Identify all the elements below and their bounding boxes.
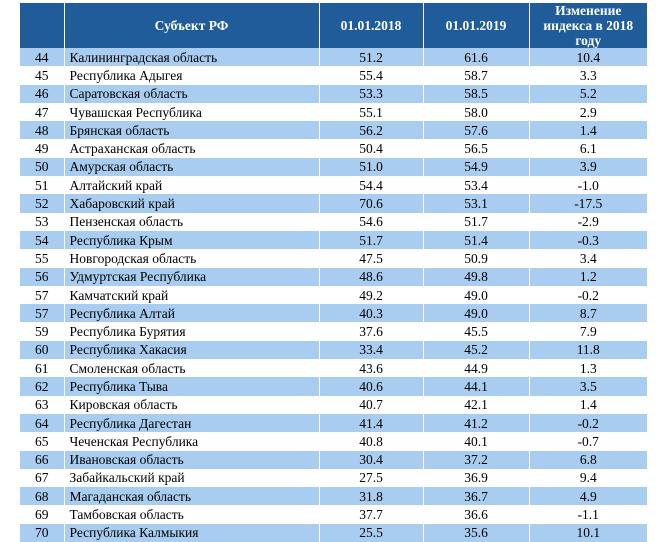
index-change-cell: 1.2	[529, 268, 647, 286]
index-change-cell: -1.0	[529, 176, 647, 194]
table-row	[20, 194, 647, 212]
rank-cell: 50	[20, 158, 64, 176]
table-row	[20, 176, 647, 194]
table-row	[20, 158, 647, 176]
region-name-cell: Хабаровский край	[64, 194, 319, 212]
index-2019-cell: 61.6	[423, 48, 529, 66]
index-2018-cell: 53.3	[319, 85, 423, 103]
table-row	[20, 432, 647, 450]
index-2019-cell: 57.6	[423, 121, 529, 139]
table-header-row	[20, 3, 647, 48]
table-row	[20, 304, 647, 322]
index-2018-cell: 47.5	[319, 249, 423, 267]
rank-cell: 53	[20, 213, 64, 231]
table-row	[20, 85, 647, 103]
rank-cell: 70	[20, 524, 64, 542]
index-change-column-header: Изменение индекса в 2018 году	[529, 3, 647, 48]
index-2018-cell: 55.1	[319, 103, 423, 121]
index-2019-cell: 45.2	[423, 341, 529, 359]
index-2019-cell: 49.0	[423, 286, 529, 304]
index-change-cell: -0.3	[529, 231, 647, 249]
region-column-header: Субъект РФ	[64, 3, 319, 48]
index-2019-cell: 49.0	[423, 304, 529, 322]
table-row	[20, 322, 647, 340]
index-2018-cell: 40.6	[319, 377, 423, 395]
table-row	[20, 139, 647, 157]
index-2019-cell: 36.9	[423, 469, 529, 487]
index-2019-cell: 40.1	[423, 432, 529, 450]
index-2019-cell: 45.5	[423, 322, 529, 340]
index-2019-cell: 58.0	[423, 103, 529, 121]
index-2018-column-header: 01.01.2018	[319, 3, 423, 48]
index-2018-cell: 41.4	[319, 414, 423, 432]
region-name-cell: Республика Тыва	[64, 377, 319, 395]
index-change-cell: 3.3	[529, 66, 647, 84]
index-2019-cell: 54.9	[423, 158, 529, 176]
rank-cell: 63	[20, 396, 64, 414]
index-change-cell: 5.2	[529, 85, 647, 103]
index-change-cell: 1.3	[529, 359, 647, 377]
rank-cell: 64	[20, 414, 64, 432]
index-change-cell: 9.4	[529, 469, 647, 487]
index-2018-cell: 40.7	[319, 396, 423, 414]
table-row	[20, 414, 647, 432]
index-2018-cell: 43.6	[319, 359, 423, 377]
region-name-cell: Амурская область	[64, 158, 319, 176]
rank-cell: 49	[20, 139, 64, 157]
region-name-cell: Калининградская область	[64, 48, 319, 66]
region-name-cell: Саратовская область	[64, 85, 319, 103]
region-name-cell: Забайкальский край	[64, 469, 319, 487]
rank-cell: 65	[20, 432, 64, 450]
index-2019-cell: 58.7	[423, 66, 529, 84]
table-row	[20, 103, 647, 121]
rank-cell: 57	[20, 286, 64, 304]
region-name-cell: Чеченская Республика	[64, 432, 319, 450]
index-2018-cell: 51.2	[319, 48, 423, 66]
region-name-cell: Чувашская Республика	[64, 103, 319, 121]
rank-cell: 44	[20, 48, 64, 66]
index-change-cell: 4.9	[529, 487, 647, 505]
index-2019-cell: 44.1	[423, 377, 529, 395]
region-name-cell: Кировская область	[64, 396, 319, 414]
index-2018-cell: 48.6	[319, 268, 423, 286]
index-2019-cell: 36.7	[423, 487, 529, 505]
region-name-cell: Республика Хакасия	[64, 341, 319, 359]
rank-cell: 60	[20, 341, 64, 359]
index-2018-cell: 40.8	[319, 432, 423, 450]
table-row	[20, 396, 647, 414]
region-name-cell: Республика Бурятия	[64, 322, 319, 340]
index-change-cell: -17.5	[529, 194, 647, 212]
region-name-cell: Тамбовская область	[64, 505, 319, 523]
rank-cell: 54	[20, 231, 64, 249]
index-2019-cell: 35.6	[423, 524, 529, 542]
index-change-cell: 7.9	[529, 322, 647, 340]
table-row	[20, 249, 647, 267]
region-name-cell: Удмуртская Республика	[64, 268, 319, 286]
table-row	[20, 359, 647, 377]
index-change-cell: 10.1	[529, 524, 647, 542]
rank-cell: 45	[20, 66, 64, 84]
index-2018-cell: 54.6	[319, 213, 423, 231]
rank-cell: 48	[20, 121, 64, 139]
index-change-cell: 1.4	[529, 121, 647, 139]
index-2019-cell: 51.4	[423, 231, 529, 249]
index-2019-cell: 56.5	[423, 139, 529, 157]
region-name-cell: Алтайский край	[64, 176, 319, 194]
index-2018-cell: 37.7	[319, 505, 423, 523]
index-change-cell: -0.2	[529, 286, 647, 304]
index-change-cell: 11.8	[529, 341, 647, 359]
region-name-cell: Камчатский край	[64, 286, 319, 304]
index-2018-cell: 55.4	[319, 66, 423, 84]
table-row	[20, 505, 647, 523]
index-2019-cell: 41.2	[423, 414, 529, 432]
table-row	[20, 213, 647, 231]
rank-cell: 69	[20, 505, 64, 523]
rank-cell: 55	[20, 249, 64, 267]
index-2019-cell: 37.2	[423, 451, 529, 469]
rank-cell: 67	[20, 469, 64, 487]
table-row	[20, 377, 647, 395]
region-name-cell: Республика Алтай	[64, 304, 319, 322]
index-2018-cell: 54.4	[319, 176, 423, 194]
rank-cell: 57	[20, 304, 64, 322]
rank-cell: 59	[20, 322, 64, 340]
region-name-cell: Новгородская область	[64, 249, 319, 267]
index-2018-cell: 49.2	[319, 286, 423, 304]
region-name-cell: Республика Адыгея	[64, 66, 319, 84]
index-2018-cell: 40.3	[319, 304, 423, 322]
index-change-cell: 3.9	[529, 158, 647, 176]
index-2019-cell: 51.7	[423, 213, 529, 231]
table-row	[20, 469, 647, 487]
rank-cell: 61	[20, 359, 64, 377]
index-2019-column-header: 01.01.2019	[423, 3, 529, 48]
rank-cell: 46	[20, 85, 64, 103]
index-2018-cell: 50.4	[319, 139, 423, 157]
region-name-cell: Республика Дагестан	[64, 414, 319, 432]
index-2019-cell: 50.9	[423, 249, 529, 267]
index-2018-cell: 33.4	[319, 341, 423, 359]
index-2018-cell: 27.5	[319, 469, 423, 487]
index-change-cell: 3.4	[529, 249, 647, 267]
table-body	[20, 48, 647, 542]
index-2019-cell: 44.9	[423, 359, 529, 377]
index-change-cell: 6.8	[529, 451, 647, 469]
index-2019-cell: 36.6	[423, 505, 529, 523]
index-2018-cell: 51.7	[319, 231, 423, 249]
region-name-cell: Пензенская область	[64, 213, 319, 231]
rank-cell: 68	[20, 487, 64, 505]
table-row	[20, 341, 647, 359]
region-name-cell: Ивановская область	[64, 451, 319, 469]
rank-cell: 52	[20, 194, 64, 212]
rank-cell: 56	[20, 268, 64, 286]
index-change-cell: -0.7	[529, 432, 647, 450]
rank-column-header	[20, 3, 64, 48]
index-change-cell: -1.1	[529, 505, 647, 523]
index-change-cell: 1.4	[529, 396, 647, 414]
index-change-cell: 8.7	[529, 304, 647, 322]
index-2018-cell: 31.8	[319, 487, 423, 505]
index-2019-cell: 58.5	[423, 85, 529, 103]
table-row	[20, 286, 647, 304]
index-2018-cell: 37.6	[319, 322, 423, 340]
index-2019-cell: 42.1	[423, 396, 529, 414]
table-row	[20, 268, 647, 286]
table-row	[20, 451, 647, 469]
region-name-cell: Магаданская область	[64, 487, 319, 505]
table-row	[20, 121, 647, 139]
index-change-cell: -0.2	[529, 414, 647, 432]
rank-cell: 66	[20, 451, 64, 469]
table-row	[20, 48, 647, 66]
index-2019-cell: 53.1	[423, 194, 529, 212]
index-change-cell: 2.9	[529, 103, 647, 121]
index-2018-cell: 70.6	[319, 194, 423, 212]
rank-cell: 47	[20, 103, 64, 121]
region-name-cell: Смоленская область	[64, 359, 319, 377]
index-change-cell: -2.9	[529, 213, 647, 231]
table-row	[20, 487, 647, 505]
index-2018-cell: 51.0	[319, 158, 423, 176]
index-2019-cell: 53.4	[423, 176, 529, 194]
rank-cell: 51	[20, 176, 64, 194]
index-2018-cell: 25.5	[319, 524, 423, 542]
region-name-cell: Брянская область	[64, 121, 319, 139]
table-row	[20, 66, 647, 84]
index-2018-cell: 56.2	[319, 121, 423, 139]
region-name-cell: Республика Калмыкия	[64, 524, 319, 542]
index-change-cell: 10.4	[529, 48, 647, 66]
table-row	[20, 231, 647, 249]
index-2018-cell: 30.4	[319, 451, 423, 469]
index-change-cell: 6.1	[529, 139, 647, 157]
index-change-cell: 3.5	[529, 377, 647, 395]
region-name-cell: Астраханская область	[64, 139, 319, 157]
index-2019-cell: 49.8	[423, 268, 529, 286]
rank-cell: 62	[20, 377, 64, 395]
region-name-cell: Республика Крым	[64, 231, 319, 249]
regions-index-table	[20, 3, 647, 542]
